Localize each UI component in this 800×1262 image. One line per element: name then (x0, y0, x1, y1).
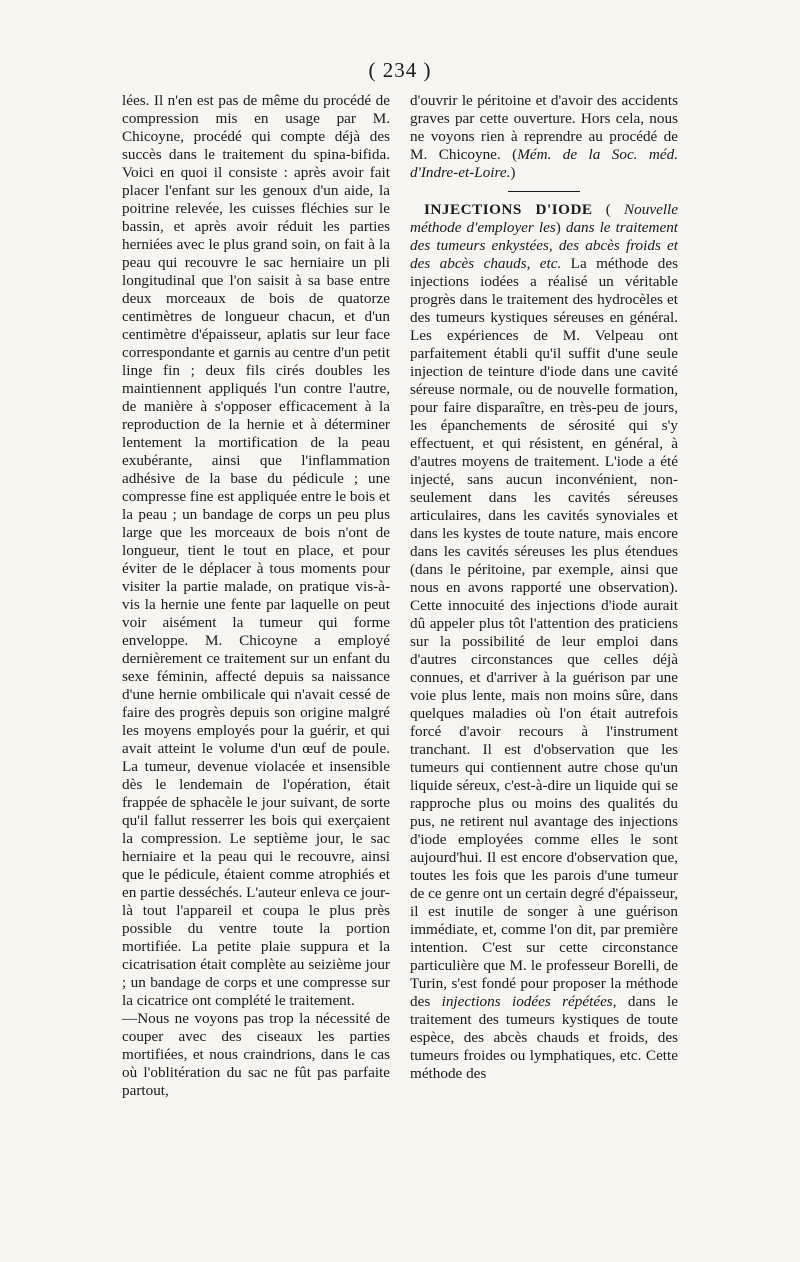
right-column (410, 92, 678, 1083)
right-column-intro (410, 92, 678, 182)
section-title: INJECTIONS D'IODE (424, 201, 593, 218)
left-column-paragraph: lées. Il n'en est pas de même du procédé de compression mis en usage par M. Chicoyne, procédé qui compte déjà des succès dans le traitement du spina-bifida. Voici en quoi il consiste : après avoir fait placer l'enfant sur les genoux d'un aide, la poitrine relevée, les cuisses fléchies sur le bassin, et après avoir réduit les parties herniées avec le plus grand soin, on fait à la peau qui recouvre le sac herniaire un pli longitudinal que l'on saisit à sa base entre deux morceaux de bois de quatorze centimètres de longueur chacun, et d'un centimètre d'épaisseur, aplatis sur leur face correspondante et garnis au centre d'un petit linge fin ; deux fils cirés doubles les maintiennent appliqués l'un contre l'autre, de manière à s'opposer efficacement à la reproduction de la hernie et à déterminer lentement la mortification de la peau exubérante, ainsi que l'inflammation adhésive de la base du pédicule ; une compresse fine est appliquée entre le bois et la peau ; un bandage de corps un peu plus large que les morceaux de bois n'ont de longueur, tient le tout en place, et pour éviter de le déplacer à tous moments pour visiter la partie malade, on pratique vis-à-vis la hernie une fente par laquelle on peut voir aisément la tumeur qui forme enveloppe. M. Chicoyne a employé dernièrement ce traitement sur un enfant du sexe féminin, affecté depuis sa naissance d'une hernie ombilicale qui n'avait cessé de faire des progrès depuis son origine malgré les moyens employés pour la guérir, et qui avait atteint le volume d'un œuf de poule. La tumeur, devenue violacée et insensible dès le lendemain de l'opération, était frappée de sphacèle le jour suivant, de sorte qu'il fallut resserrer les bois qui exerçaient la compression. Le septième jour, le sac herniaire et la peau qui le recouvre, ainsi que le pédicule, étaient comme atrophiés et en partie desséchés. L'auteur enleva ce jour-là tout l'appareil et coupa le plus près possible du ventre toute la portion mortifiée. La petite plaie suppura et la cicatrisation était complète au seizième jour ; un bandage de corps et une compresse sur la cicatrice ont complété le traitement. (122, 92, 390, 1009)
section-body-italic: injections iodées répétées (441, 993, 613, 1010)
section-divider (508, 191, 580, 192)
page-number: ( 234 ) (368, 58, 432, 82)
section-open-paren: ( (592, 201, 625, 218)
section-subtitle-2: dans le traitement des tumeurs enkystées, des abcès froids et des abcès chauds, etc. (410, 219, 679, 272)
section-paragraph (410, 201, 678, 1083)
citation: Mém. de la Soc. méd. d'Indre-et-Loire. (410, 146, 678, 181)
section-close-paren: ) (555, 219, 566, 236)
section-body-2: , dans le traitement des tumeurs kystiques de toute espèce, des abcès chauds et froids, des tumeurs froides ou lymphatiques, etc. Cette méthode des (410, 993, 678, 1082)
intro-end: ) (510, 164, 516, 181)
left-column-paragraph-2: —Nous ne voyons pas trop la nécessité de couper avec des ciseaux les parties mortifiées, et nous craindrions, dans le cas où l'oblitération du sac ne fût pas parfaite partout, (122, 1010, 390, 1099)
section-body-1: La méthode des injections iodées a réalisé un véritable progrès dans le traitement des hydrocèles et des tumeurs kystiques séreuses en général. Les expériences de M. Velpeau ont parfaitement établi qu'il suffit d'une seule injection de teinture d'iode dans une cavité séreuse normale, ou de nouvelle formation, pour faire disparaître, en très-peu de jours, les épanchements de sérosité qui s'y effectuent, et qui résistent, en général, à d'autres moyens de traitement. L'iode a été injecté, sans aucun inconvénient, non-seulement dans les cavités séreuses articulaires, dans les cavités synoviales et dans les kystes de toute nature, mais encore dans les cavités séreuses les plus étendues (dans le péritoine, par exemple, ainsi que nous en avons rapporté une observation). Cette innocuité des injections d'iode aurait dû appeler plus tôt l'attention des praticiens sur la possibilité de leur emploi dans d'autres circonstances que celles déjà connues, et d'arriver à la guérison par une voie plus lente, mais non moins sûre, dans quelques maladies où l'on était autrefois forcé d'avoir recours à l'instrument tranchant. Il est d'observation que les tumeurs qui contiennent autre chose qu'un liquide séreux, c'est-à-dire un liquide qui se rapproche plus ou moins des qualités du pus, ne retirent nul avantage des injections d'iode employées comme elles le sont aujourd'hui. Il est encore d'observation que, toutes les fois que les parois d'une tumeur de ce genre ont un certain degré d'épaisseur, il est inutile de songer à une guérison immédiate, et, comme l'on dit, par première intention. C'est sur cette circonstance particulière que M. le professeur Borelli, de Turin, s'est fondé pour proposer la méthode des (410, 255, 678, 1010)
left-column (122, 92, 390, 1100)
section-subtitle: Nouvelle méthode d'employer les (410, 201, 678, 236)
intro-text: d'ouvrir le péritoine et d'avoir des accidents graves par cette ouverture. Hors cela, nous ne voyons rien à reprendre au procédé de M. Chicoyne. ( (410, 92, 678, 163)
